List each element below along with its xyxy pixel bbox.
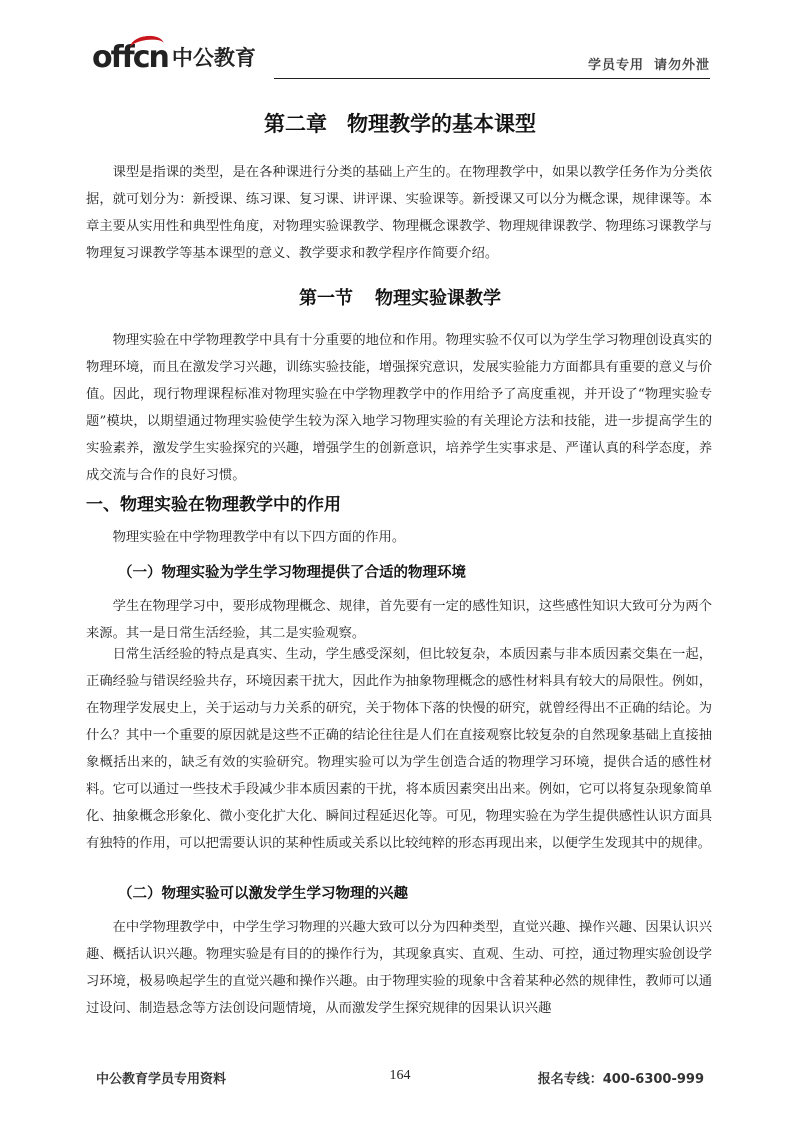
header-notice-right: 请勿外泄 [653,58,710,73]
chapter-name: 物理教学的基本课型 [347,112,536,136]
footer-hotline: 报名专线：400-6300-999 [537,1072,704,1087]
page-header [92,36,710,84]
sub2-paragraph-1: 在中学物理教学中，中学生学习物理的兴趣大致可以分为四种类型，直觉兴趣、操作兴趣、因果认识兴趣、概括认识兴趣。物理实验是有目的的操作行为，其现象真实、直观、生动、可控，通过物理实验创设学习环境，极易唤起学生的直觉兴趣和操作兴趣。由于物理实验的现象中含着某种必然的规律性，教师可以通过设问、制造悬念等方法创设问题情境，从而激发学生探究规律的因果认识兴趣 [86,920,712,1016]
heading-level-1: 一、物理实验在物理教学中的作用 [86,495,341,515]
header-rule [274,78,710,79]
subheading-1: （一）物理实验为学生学习物理提供了合适的物理环境 [118,565,466,581]
header-notice [588,54,710,73]
logo-wordmark: offcn [92,38,168,78]
offcn-logo [92,38,256,78]
section-name: 物理实验课教学 [375,288,501,309]
footer-label: 中公教育学员专用资料 [96,1072,227,1087]
section-intro: 物理实验在中学物理教学中具有十分重要的地位和作用。物理实验不仅可以为学生学习物理创设真实的物理环境，而且在激发学习兴趣，训练实验技能，增强探究意识，发展实验能力方面都具有重要的意义与价值。因此，现行物理课程标准对物理实验在中学物理教学中的作用给予了高度重视，并开设了“物理实验专题”模块，以期望通过物理实验使学生较为深入地学习物理实验的有关理论方法和技能，进一步提高学生的实验素养，激发学生实验探究的兴趣，增强学生的创新意识，培养学生实事求是、严谨认真的科学态度，养成交流与合作的良好习惯。 [86,333,712,483]
section-number: 第一节 [299,288,353,309]
header-notice-left: 学员专用 [587,58,644,73]
sub1-paragraph-2: 日常生活经验的特点是真实、生动，学生感受深刻，但比较复杂，本质因素与非本质因素交集在一起，正确经验与错误经验共存，环境因素干扰大，因此作为抽象物理概念的感性材料具有较大的局限性。例如，在物理学发展史上，关于运动与力关系的研究，关于物体下落的快慢的研究，就曾经得出不正确的结论。为什么？其中一个重要的原因就是这些不正确的结论往往是人们在直接观察比较复杂的自然现象基础上直接抽象概括出来的，缺乏有效的实验研究。物理实验可以为学生创造合适的物理学习环境，提供合适的感性材料。它可以通过一些技术手段减少非本质因素的干扰，将本质因素突出出来。例如，它可以将复杂现象简单化、抽象概念形象化、微小变化扩大化、瞬间过程延迟化等。可见，物理实验在为学生提供感性认识方面具有独特的作用，可以把需要认识的某种性质或关系以比较纯粹的形态再现出来，以便学生发现其中的规律。 [86,647,712,851]
section-title [0,284,800,310]
logo-chinese-name: 中公教育 [171,46,256,70]
subheading-2: （二）物理实验可以激发学生学习物理的兴趣 [118,886,408,902]
chapter-title [0,108,800,138]
chapter-intro: 课型是指课的类型，是在各种课进行分类的基础上产生的。在物理教学中，如果以教学任务作为分类依据，就可划分为：新授课、练习课、复习课、讲评课、实验课等。新授课又可以分为概念课，规律课等。本章主要从实用性和典型性角度，对物理实验课教学、物理概念课教学、物理规律课教学、物理练习课教学与物理复习课教学等基本课型的意义、教学要求和教学程序作简要介绍。 [86,165,712,261]
sub1-paragraph-1: 学生在物理学习中，要形成物理概念、规律，首先要有一定的感性知识，这些感性知识大致可分为两个来源。其一是日常生活经验，其二是实验观察。 [86,599,712,641]
chapter-number: 第二章 [264,112,327,136]
page-number: 164 [389,1068,411,1083]
heading1-intro: 物理实验在中学物理教学中有以下四方面的作用。 [112,530,406,545]
